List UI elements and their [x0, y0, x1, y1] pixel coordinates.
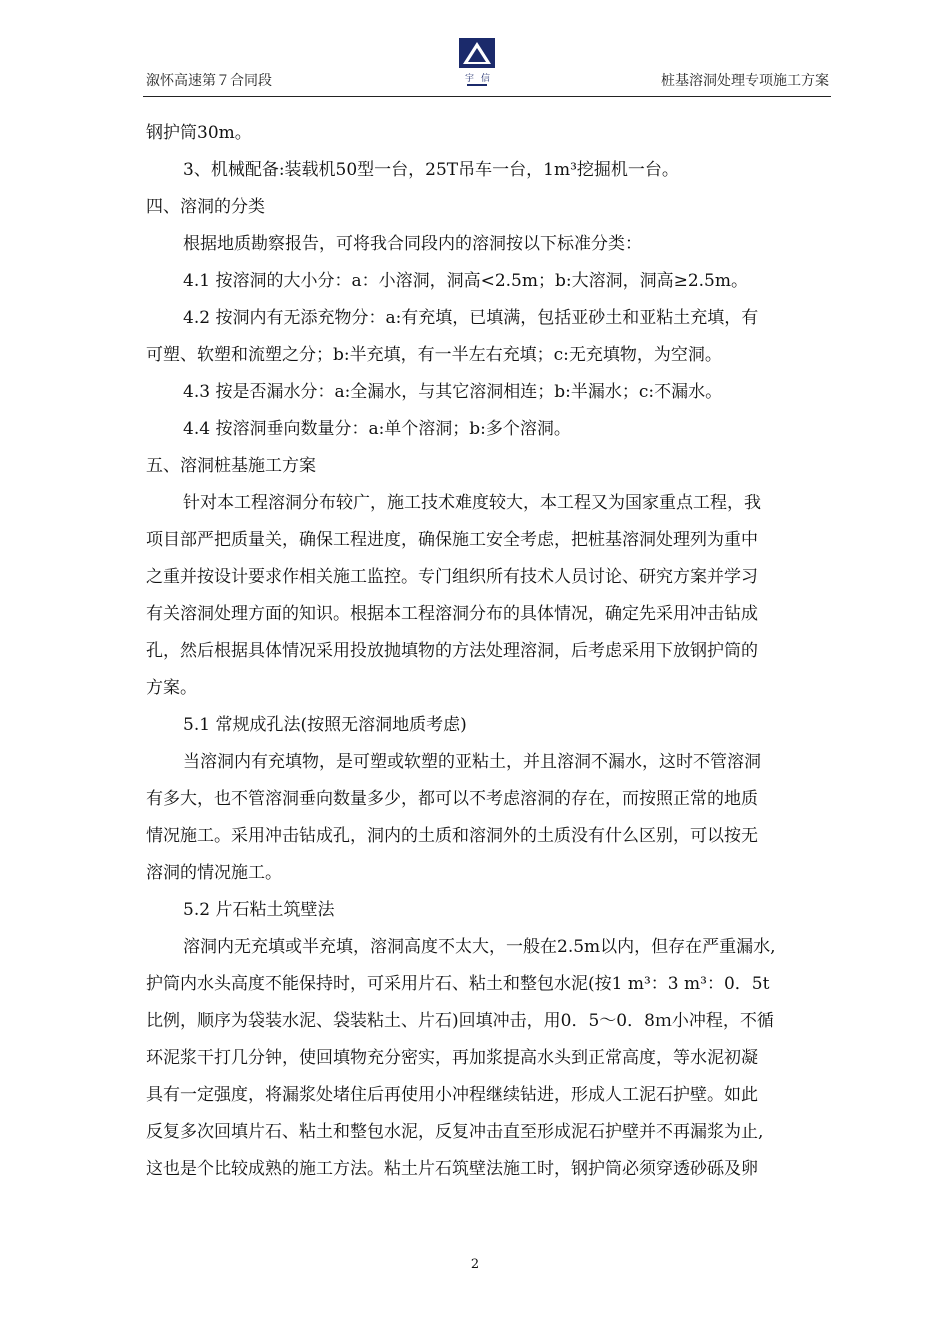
svg-text:信: 信 [481, 74, 491, 84]
body-line: 之重并按设计要求作相关施工监控。专门组织所有技术人员讨论、研究方案并学习 [146, 567, 758, 587]
body-line: 孔，然后根据具体情况采用投放抛填物的方法处理溶洞，后考虑采用下放钢护筒的 [146, 641, 758, 661]
body-line: 4.4 按溶洞垂向数量分：a:单个溶洞；b:多个溶洞。 [183, 419, 571, 439]
body-line: 可塑、软塑和流塑之分；b:半充填，有一半左右充填；c:无充填物，为空洞。 [146, 345, 722, 365]
body-line: 有多大，也不管溶洞垂向数量多少，都可以不考虑溶洞的存在，而按照正常的地质 [146, 789, 758, 809]
body-line: 4.1 按溶洞的大小分：a：小溶洞，洞高<2.5m；b:大溶洞，洞高≥2.5m。 [183, 271, 748, 291]
body-line: 5.2 片石粘土筑壁法 [183, 900, 335, 920]
body-line: 具有一定强度，将漏浆处堵住后再使用小冲程继续钻进，形成人工泥石护壁。如此 [146, 1085, 758, 1105]
body-line: 3、机械配备:装载机50型一台，25T吊车一台，1m³挖掘机一台。 [183, 160, 679, 180]
body-line: 有关溶洞处理方面的知识。根据本工程溶洞分布的具体情况，确定先采用冲击钻成 [146, 604, 758, 624]
header-project-name: 溆怀高速第７合同段 [146, 73, 272, 89]
body-line: 四、溶洞的分类 [146, 197, 265, 217]
body-line: 比例，顺序为袋装水泥、袋装粘土、片石)回填冲击，用0．5～0．8ｍ小冲程，不循 [146, 1011, 774, 1031]
body-line: 项目部严把质量关，确保工程进度，确保施工安全考虑，把桩基溶洞处理列为重中 [146, 530, 758, 550]
body-line: 这也是个比较成熟的施工方法。粘土片石筑壁法施工时，钢护筒必须穿透砂砾及卵 [146, 1159, 758, 1179]
body-line: 当溶洞内有充填物，是可塑或软塑的亚粘土，并且溶洞不漏水，这时不管溶洞 [183, 752, 761, 772]
body-line: 方案。 [146, 678, 197, 698]
body-line: 5.1 常规成孔法(按照无溶洞地质考虑) [183, 715, 467, 735]
body-line: 溶洞的情况施工。 [146, 863, 282, 883]
logo-icon [457, 36, 497, 88]
body-line: 钢护筒30m。 [146, 123, 252, 143]
body-line: 五、溶洞桩基施工方案 [146, 456, 316, 476]
body-line: 针对本工程溶洞分布较广，施工技术难度较大，本工程又为国家重点工程，我 [183, 493, 761, 513]
body-line: 溶洞内无充填或半充填，溶洞高度不太大，一般在2.5m以内，但存在严重漏水, [183, 937, 776, 957]
body-line: 环泥浆干打几分钟，使回填物充分密实，再加浆提高水头到正常高度，等水泥初凝 [146, 1048, 758, 1068]
body-line: 根据地质勘察报告，可将我合同段内的溶洞按以下标准分类： [183, 234, 642, 254]
document-body [146, 115, 834, 1188]
page-number: 2 [470, 1257, 480, 1272]
svg-text:宇: 宇 [465, 74, 475, 84]
body-line: 4.2 按洞内有无添充物分：a:有充填，已填满，包括亚砂土和亚粘土充填，有 [183, 308, 759, 328]
header-document-title: 桩基溶洞处理专项施工方案 [661, 73, 829, 89]
company-logo [457, 36, 497, 88]
body-line: 反复多次回填片石、粘土和整包水泥，反复冲击直至形成泥石护壁并不再漏浆为止, [146, 1122, 764, 1142]
header-rule [143, 96, 831, 97]
body-line: 情况施工。采用冲击钻成孔，洞内的土质和溶洞外的土质没有什么区别，可以按无 [146, 826, 758, 846]
body-line: 护筒内水头高度不能保持时，可采用片石、粘土和整包水泥(按1 m³：3 m³：0．5t [146, 974, 770, 994]
body-line: 4.3 按是否漏水分：a:全漏水，与其它溶洞相连；b:半漏水；c:不漏水。 [183, 382, 723, 402]
